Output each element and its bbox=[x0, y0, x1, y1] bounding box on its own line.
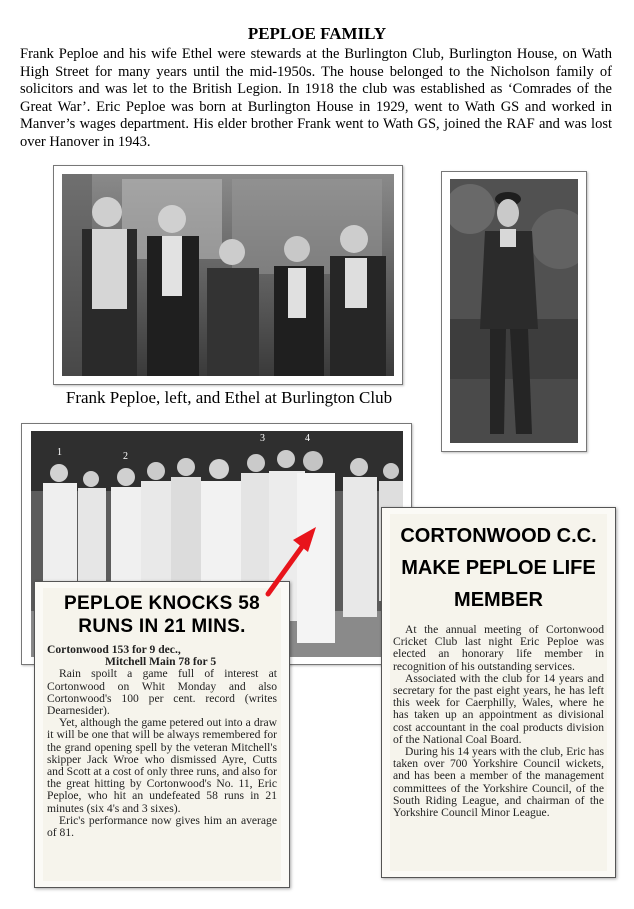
portrait-photo-frame bbox=[441, 171, 587, 452]
clipping-life-member bbox=[381, 507, 616, 878]
club-photo bbox=[62, 174, 394, 376]
clipping-left-body bbox=[43, 588, 281, 881]
page-title: PEPLOE FAMILY bbox=[247, 24, 387, 43]
club-photo-caption: Frank Peploe, left, and Ethel at Burlington Club bbox=[65, 388, 393, 407]
portrait-photo bbox=[450, 179, 578, 443]
team-number-1: 1 bbox=[57, 447, 62, 458]
clipping-left-headline: PEPLOE KNOCKS 58 RUNS IN 21 MINS. bbox=[64, 593, 260, 637]
club-photo-frame bbox=[53, 165, 403, 385]
clipping-right-paragraph-2: Associated with the club for 14 years and secretary for the past eight years, he has left this week for Caerphilly, Wales, where he has taken up an appointment as divisional cost accountant in the coal products division of the National Coal Board. bbox=[393, 671, 604, 746]
portrait-photo-image bbox=[450, 179, 578, 443]
team-number-2: 2 bbox=[123, 451, 128, 462]
clipping-left-paragraph-1: Rain spoilt a game full of interest at Cortonwood on Whit Monday and also Cortonwood's 100 per cent. record (writes Dearnesider). bbox=[47, 667, 277, 718]
team-number-3: 3 bbox=[260, 433, 265, 444]
clipping-left-paragraph-2: Yet, although the game petered out into a draw it will be one that will be always remembered for the grand opening spell by the veteran Mitchell's skipper Jack Wroe who dismissed Ayre, Cutts and Scott at a cost of only three runs, and also for the great hitting by Cortonwood's No. 11, Eric Peploe, who hit an undefeated 58 runs in 21 minutes (six 4's and 3 sixes). bbox=[47, 716, 277, 815]
clipping-right-paragraph-1: At the annual meeting of Cortonwood Cricket Club last night Eric Peploe was elected an honorary life member in recognition of his outstanding services. bbox=[393, 623, 604, 673]
clipping-right-headline: CORTONWOOD C.C. MAKE PEPLOE LIFE MEMBER bbox=[400, 525, 597, 611]
clipping-peploe-knocks bbox=[34, 581, 290, 888]
clipping-right-text bbox=[390, 624, 607, 819]
clipping-left-score-1: Cortonwood 153 for 9 dec., bbox=[47, 643, 181, 656]
clipping-left-text bbox=[43, 668, 281, 839]
club-photo-image bbox=[62, 174, 394, 376]
clipping-right-paragraph-3: During his 14 years with the club, Eric has taken over 700 Yorkshire Council wickets, and has been a member of the management committees of the Yorkshire Council, of the South Riding League, and chairman of the Yorkshire Council Minor League. bbox=[393, 745, 604, 820]
clipping-left-score-2: Mitchell Main 78 for 5 bbox=[105, 655, 217, 669]
intro-paragraph: Frank Peploe and his wife Ethel were stewards at the Burlington Club, Burlington House, on Wath High Street for many years until the mid-1950s. The house belonged to the Nicholson family of solicitors and was let to the British Legion. In 1918 the club was established as ‘Comrades of the Great War’. Eric Peploe was born at Burlington House in 1929, went to Wath GS and worked in Manver’s wages department. His elder brother Frank went to Wath GS, joined the RAF and was lost over Hanover in 1943. bbox=[20, 46, 612, 150]
team-number-4: 4 bbox=[305, 433, 310, 444]
clipping-right-body bbox=[390, 514, 607, 871]
clipping-left-paragraph-3: Eric's performance now gives him an average of 81. bbox=[47, 813, 277, 840]
